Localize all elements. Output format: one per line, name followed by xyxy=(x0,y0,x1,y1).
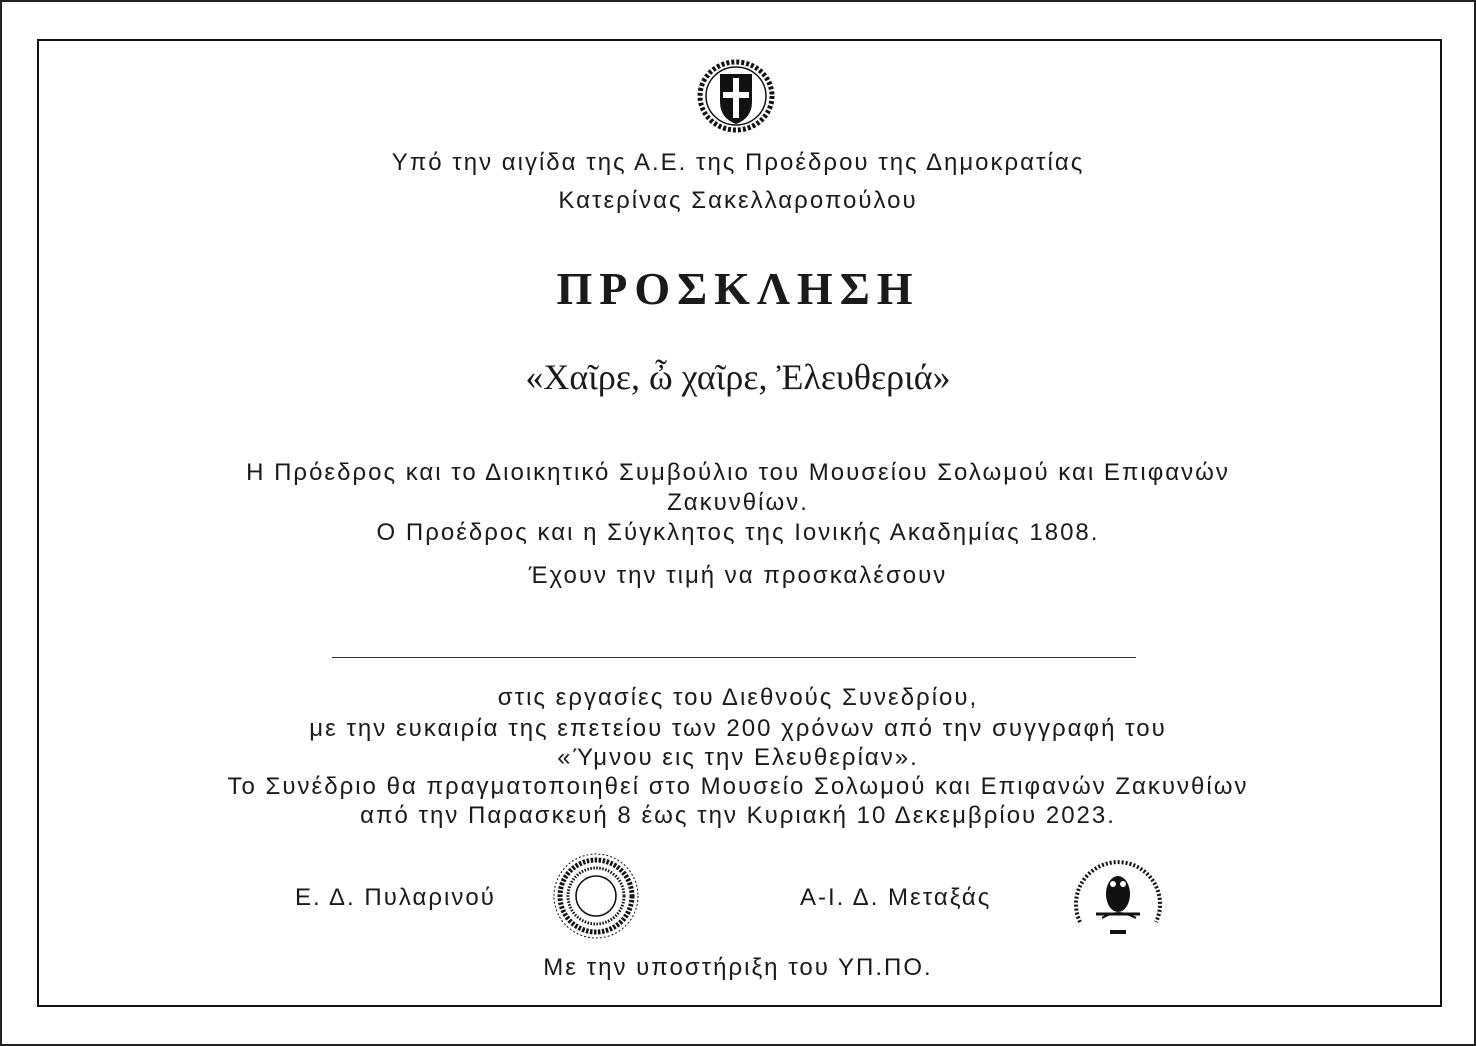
footer-support: Με την υποστήριξη του ΥΠ.ΠΟ. xyxy=(543,954,933,981)
left-signatory-name: Ε. Δ. Πυλαρινού xyxy=(295,884,496,911)
hosts-line-2: Ζακυνθίων. xyxy=(667,489,809,516)
right-signatory-name: Α-Ι. Δ. Μεταξάς xyxy=(800,884,992,911)
ionian-academy-seal-icon xyxy=(1066,852,1170,942)
museum-seal-icon xyxy=(550,850,642,942)
event-line-1: στις εργασίες του Διεθνούς Συνεδρίου, xyxy=(497,684,979,711)
hosts-line-1: Η Πρόεδρος και το Διοικητικό Συμβούλιο του Μουσείου Σολωμού και Επιφανών xyxy=(246,459,1230,486)
event-line-3: «Ύμνου εις την Ελευθερίαν». xyxy=(557,744,919,771)
greek-coat-of-arms-emblem xyxy=(694,58,778,134)
event-line-2: με την ευκαιρία της επετείου των 200 χρόνων από την συγγραφή του xyxy=(309,715,1167,742)
hosts-line-3: Ο Προέδρος και η Σύγκλητος της Ιονικής Ακαδημίας 1808. xyxy=(376,519,1100,546)
event-line-5: από την Παρασκευή 8 έως την Κυριακή 10 Δεκεμβρίου 2023. xyxy=(360,802,1116,829)
page-title: ΠΡΟΣΚΛΗΣΗ xyxy=(556,263,920,314)
solomos-quote: «Χαῖρε, ὦ χαῖρε, Ἐλευθεριά» xyxy=(525,357,951,397)
event-line-4: Το Συνέδριο θα πραγματοποιηθεί στο Μουσείο Σολωμού και Επιφανών Ζακυνθίων xyxy=(227,773,1249,800)
patronage-line-1: Υπό την αιγίδα της Α.Ε. της Προέδρου της Δημοκρατίας xyxy=(391,149,1085,176)
name-blank-line xyxy=(332,657,1136,658)
invite-line: Έχουν την τιμή να προσκαλέσουν xyxy=(528,562,948,589)
patronage-line-2: Κατερίνας Σακελλαροπούλου xyxy=(558,187,918,214)
